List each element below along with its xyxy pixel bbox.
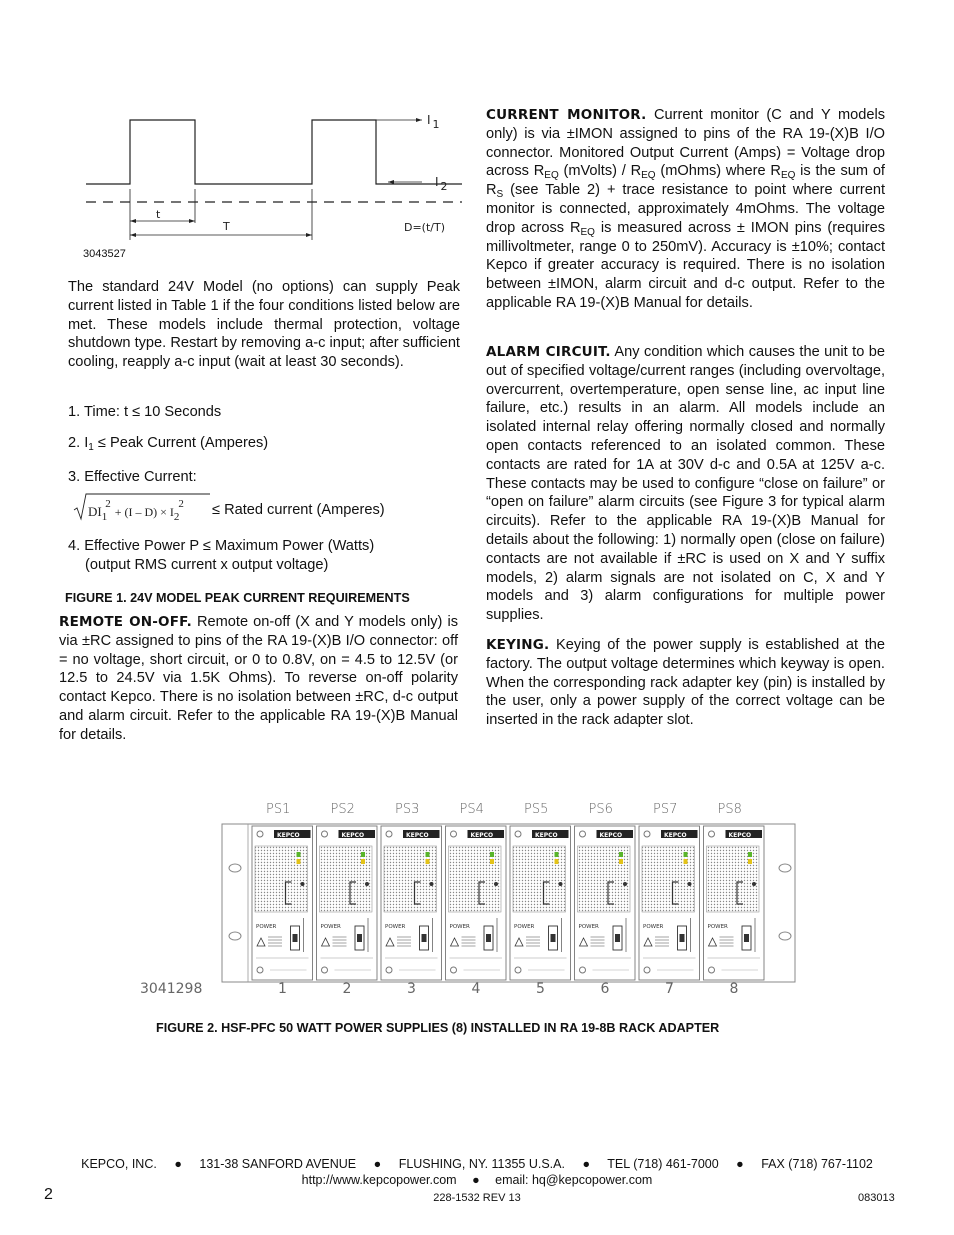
slot-number: 5 <box>536 981 545 997</box>
rack-ear-hole-right-upper <box>779 864 791 872</box>
figure1-caption: FIGURE 1. 24V MODEL PEAK CURRENT REQUIREMENTS <box>65 591 410 605</box>
adjust-pot-icon <box>430 882 434 886</box>
led-icon <box>361 859 365 864</box>
svg-text:POWER: POWER <box>320 924 341 930</box>
power-supply-module <box>510 826 571 980</box>
rack-ear-hole-upper <box>229 864 241 872</box>
rack-ear-hole-right-lower <box>779 932 791 940</box>
led-icon <box>748 859 752 864</box>
svg-text:POWER: POWER <box>256 924 277 930</box>
power-supply-label: PS2 <box>330 802 355 817</box>
led-icon <box>748 852 752 857</box>
adjust-pot-icon <box>752 882 756 886</box>
power-supply-label: PS3 <box>395 802 420 817</box>
figure2-code: 3041298 <box>140 981 203 997</box>
bullet-icon: ● <box>373 1157 382 1171</box>
figure1-code: 3043527 <box>83 248 126 260</box>
led-icon <box>555 852 559 857</box>
i2-label: I 2 <box>435 175 448 193</box>
adjust-pot-icon <box>688 882 692 886</box>
svg-text:POWER: POWER <box>514 924 535 930</box>
figure1-waveform <box>70 105 470 250</box>
slot-number: 7 <box>665 981 674 997</box>
svg-text:KEPCO: KEPCO <box>728 832 752 839</box>
led-icon <box>684 852 688 857</box>
condition-3: 3. Effective Current: <box>68 469 197 485</box>
rack-drawing <box>140 798 800 1003</box>
led-icon <box>684 859 688 864</box>
document-number: 228-1532 REV 13 <box>433 1192 521 1204</box>
power-supply-label: PS7 <box>653 802 678 817</box>
svg-text:POWER: POWER <box>707 924 728 930</box>
svg-text:KEPCO: KEPCO <box>599 832 623 839</box>
led-icon <box>297 852 301 857</box>
keying-section: KEYING. Keying of the power supply is established at the factory. The output voltage determines which keyway is open. When the corresponding rack adapter key (pin) is installed by the user, only a power supply of the correct voltage can be inserted in the rack adapter slot. <box>486 637 885 729</box>
bullet-icon: ● <box>582 1157 591 1171</box>
svg-text:POWER: POWER <box>643 924 664 930</box>
email-link[interactable]: email: hq@kepcopower.com <box>495 1173 653 1187</box>
bullet-icon: ● <box>472 1173 480 1187</box>
led-icon <box>426 852 430 857</box>
alarm-circuit-section: ALARM CIRCUIT. Any condition which causes the unit to be out of specified voltage/current ranges (including overvoltage, overcurrent, overtemperature, open sense line, ac input line failure, etc.) results in an alarm. All models include an isolated internal relay offering normally closed and normally open contacts referenced to an isolated common. These contacts are rated for 1A at 30V d-c and 0.5A at 125V a-c. These contacts may be used to configure “close on failure” or “open on failure” alarm circuits (see Figure 3 for typical alarm circuits). Refer to the applicable RA 19-(X)B Manual for details about the following: 1) normally open (close on failure) contacts are not available if ±RC is used on X and Y suffix models, 2) alarm signals are not isolated on C, X and Y models and 3) alarm configurations for multiple power supplies. <box>486 344 886 624</box>
bullet-icon: ● <box>736 1157 744 1171</box>
adjust-pot-icon <box>623 882 627 886</box>
power-supply-module <box>446 826 507 980</box>
t-label: t <box>156 208 161 221</box>
power-supply-module <box>639 826 700 980</box>
duty-label: D=(t/T) <box>404 221 446 234</box>
svg-text:POWER: POWER <box>578 924 599 930</box>
svg-text:KEPCO: KEPCO <box>664 832 687 839</box>
adjust-pot-icon <box>559 882 563 886</box>
power-supply-label: PS6 <box>588 802 613 817</box>
slot-number: 1 <box>278 981 287 997</box>
alarm-circuit-heading: ALARM CIRCUIT. <box>486 344 611 360</box>
current-monitor-heading: CURRENT MONITOR. <box>486 107 647 123</box>
power-supply-module <box>381 826 442 980</box>
website-link[interactable]: http://www.kepcopower.com <box>301 1173 457 1187</box>
adjust-pot-icon <box>365 882 369 886</box>
condition-2: 2. $I_1$ ≤ Peak Current (Amperes) <box>68 435 269 453</box>
power-supply-module <box>252 826 313 980</box>
svg-text:POWER: POWER <box>449 924 470 930</box>
slot-number: 8 <box>729 981 739 997</box>
led-icon <box>490 859 494 864</box>
led-icon <box>619 852 623 857</box>
adjust-pot-icon <box>494 882 498 886</box>
slot-number: 4 <box>471 981 481 997</box>
power-supply-label: PS5 <box>524 802 549 817</box>
svg-text:KEPCO: KEPCO <box>277 832 300 839</box>
slot-number: 6 <box>600 981 610 997</box>
power-supply-module <box>704 826 765 980</box>
effective-current-formula <box>72 492 212 524</box>
led-icon <box>361 852 365 857</box>
led-icon <box>619 859 623 864</box>
remote-on-off-heading: REMOTE ON-OFF. <box>59 614 192 630</box>
period-label: T <box>223 220 230 233</box>
footer-contact-line <box>0 1173 954 1187</box>
power-supply-module <box>317 826 378 980</box>
figure2-rack <box>140 798 800 1003</box>
adjust-pot-icon <box>301 882 305 886</box>
figure2-caption: FIGURE 2. HSF-PFC 50 WATT POWER SUPPLIES (8) INSTALLED IN RA 19-8B RACK ADAPTER <box>156 1021 720 1035</box>
power-supply-label: PS1 <box>266 802 291 817</box>
footer-address-line: KEPCO, INC. ● 131-38 SANFORD AVENUE ● FLUSHING, NY. 11355 U.S.A. ● TEL (718) 461-7000 ● FAX (718) 767-1102 <box>81 1157 873 1171</box>
svg-text:KEPCO: KEPCO <box>341 832 365 839</box>
i1-label: I 1 <box>427 113 440 131</box>
formula-suffix: ≤ Rated current (Amperes) <box>212 502 385 518</box>
slot-number: 3 <box>407 981 416 997</box>
keying-heading: KEYING. <box>486 637 550 653</box>
bullet-icon: ● <box>174 1157 182 1171</box>
document-date: 083013 <box>858 1192 895 1204</box>
condition-4: 4. Effective Power P ≤ Maximum Power (Watts) (output RMS current x output voltage) <box>68 538 375 573</box>
current-monitor-section: CURRENT MONITOR. Current monitor (C and Y models only) is via ±IMON assigned to pins of the RA 19-(X)B I/O connector. Monitored Output Current (Amps) = Voltage drop across $R_{EQ}$ (mVolts) / $R_{EQ}$ (mOhms) where $R_{EQ}$ is the sum of $R_S$ (see Table 2) + trace resistance to point where current monitor is connected, approximately 4mOhms. The voltage drop across $R_{EQ}$ is measured across ± IMON pins (requires millivoltmeter, range 0 to 250mV). Accuracy is ±10%; contact Kepco if greater accuracy is required. There is no isolation between ±IMON, alarm circuit and d-c output. Refer to the applicable RA 19-(X)B Manual for details. <box>486 107 886 311</box>
led-icon <box>555 859 559 864</box>
slot-number: 2 <box>342 981 352 997</box>
page-number: 2 <box>44 1186 53 1203</box>
svg-text:KEPCO: KEPCO <box>406 832 429 839</box>
svg-text:KEPCO: KEPCO <box>535 832 558 839</box>
power-supply-label: PS4 <box>459 802 484 817</box>
svg-text:POWER: POWER <box>385 924 406 930</box>
led-icon <box>490 852 494 857</box>
led-icon <box>297 859 301 864</box>
remote-on-off-section: REMOTE ON-OFF. Remote on-off (X and Y models only) is via ±RC assigned to pins of the RA 19-(X)B I/O connector: off = no voltage, short circuit, or 0 to 0.8V, on = 4.5 to 12.5V (or 12.5 to 24.5V via 1.5K Ohms). To reverse on-off polarity contact Kepco. There is no isolation between ±RC, d-c output and alarm circuit. Refer to the applicable RA 19-(X)B Manual for details. <box>59 614 458 743</box>
led-icon <box>426 859 430 864</box>
condition-1: 1. Time: t ≤ 10 Seconds <box>68 404 222 420</box>
power-supply-module <box>575 826 636 980</box>
svg-text:KEPCO: KEPCO <box>470 832 494 839</box>
rack-ear-hole-lower <box>229 932 241 940</box>
svg-text:DI12+ (I – D) × I22: $DI_12+ (I - D) \times I_22$ <box>88 498 184 523</box>
figure1-intro: The standard 24V Model (no options) can supply Peak current listed in Table 1 if the four conditions listed below are met. These models include thermal protection, voltage shutdown type. Restart by removing a-c input; after sufficient cooling, reapply a-c input (wait at least 30 seconds). <box>68 279 460 371</box>
power-supply-label: PS8 <box>717 802 742 817</box>
